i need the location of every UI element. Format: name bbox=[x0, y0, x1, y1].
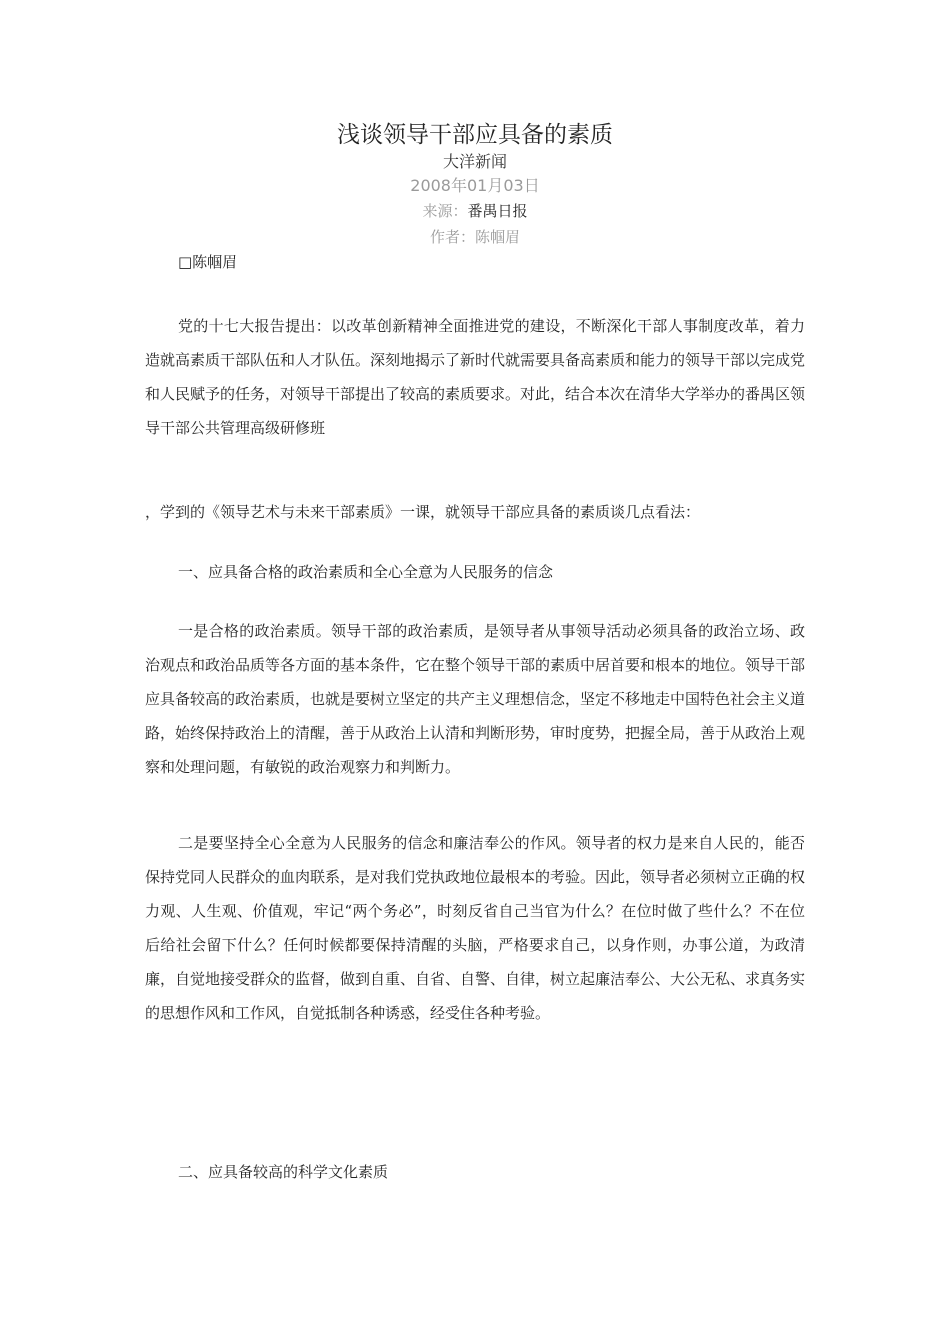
source-line bbox=[0, 200, 950, 222]
paragraph-intro: 党的十七大报告提出：以改革创新精神全面推进党的建设，不断深化干部人事制度改革，着力造就高素质干部队伍和人才队伍。深刻地揭示了新时代就需要具备高素质和能力的领导干部以完成党和人民赋予的任务，对领导干部提出了较高的素质要求。对此，结合本次在清华大学举办的番禺区领导干部公共管理高级研修班 bbox=[145, 317, 806, 437]
author-line: 作者：陈帼眉 bbox=[429, 228, 520, 246]
site-name: 大洋新闻 bbox=[442, 152, 507, 171]
paragraph-serve-people: 二是要坚持全心全意为人民服务的信念和廉洁奉公的作风。领导者的权力是来自人民的，能否保持党同人民群众的血肉联系，是对我们党执政地位最根本的考验。因此，领导者必须树立正确的权力观、人生观、价值观，牢记“两个务必”，时刻反省自己当官为什么？在位时做了些什么？不在位后给社会留下什么？任何时候都要保持清醒的头脑，严格要求自己，以身作则，办事公道，为政清廉，自觉地接受群众的监督，做到自重、自省、自警、自律，树立起廉洁奉公、大公无私、求真务实的思想作风和工作风，自觉抵制各种诱惑，经受住各种考验。 bbox=[145, 834, 806, 1022]
source-value: 番禺日报 bbox=[467, 202, 528, 220]
source-label: 来源： bbox=[422, 202, 468, 220]
paragraph-political-quality: 一是合格的政治素质。领导干部的政治素质，是领导者从事领导活动必须具备的政治立场、政治观点和政治品质等各方面的基本条件，它在整个领导干部的素质中居首要和根本的地位。领导干部应具备较高的政治素质，也就是要树立坚定的共产主义理想信念，坚定不移地走中国特色社会主义道路，始终保持政治上的清醒，善于从政治上认清和判断形势，审时度势，把握全局，善于从政治上观察和处理问题，有敏锐的政治观察力和判断力。 bbox=[145, 622, 806, 776]
paragraph-intro-continued: ，学到的《领导艺术与未来干部素质》一课，就领导干部应具备的素质谈几点看法： bbox=[145, 503, 701, 521]
publish-date: 2008年01月03日 bbox=[410, 176, 540, 195]
section-heading-2: 二、应具备较高的科学文化素质 bbox=[178, 1163, 389, 1181]
article-title: 浅谈领导干部应具备的素质 bbox=[337, 122, 613, 148]
byline: □陈帼眉 bbox=[178, 253, 238, 271]
section-heading-1: 一、应具备合格的政治素质和全心全意为人民服务的信念 bbox=[178, 563, 554, 581]
